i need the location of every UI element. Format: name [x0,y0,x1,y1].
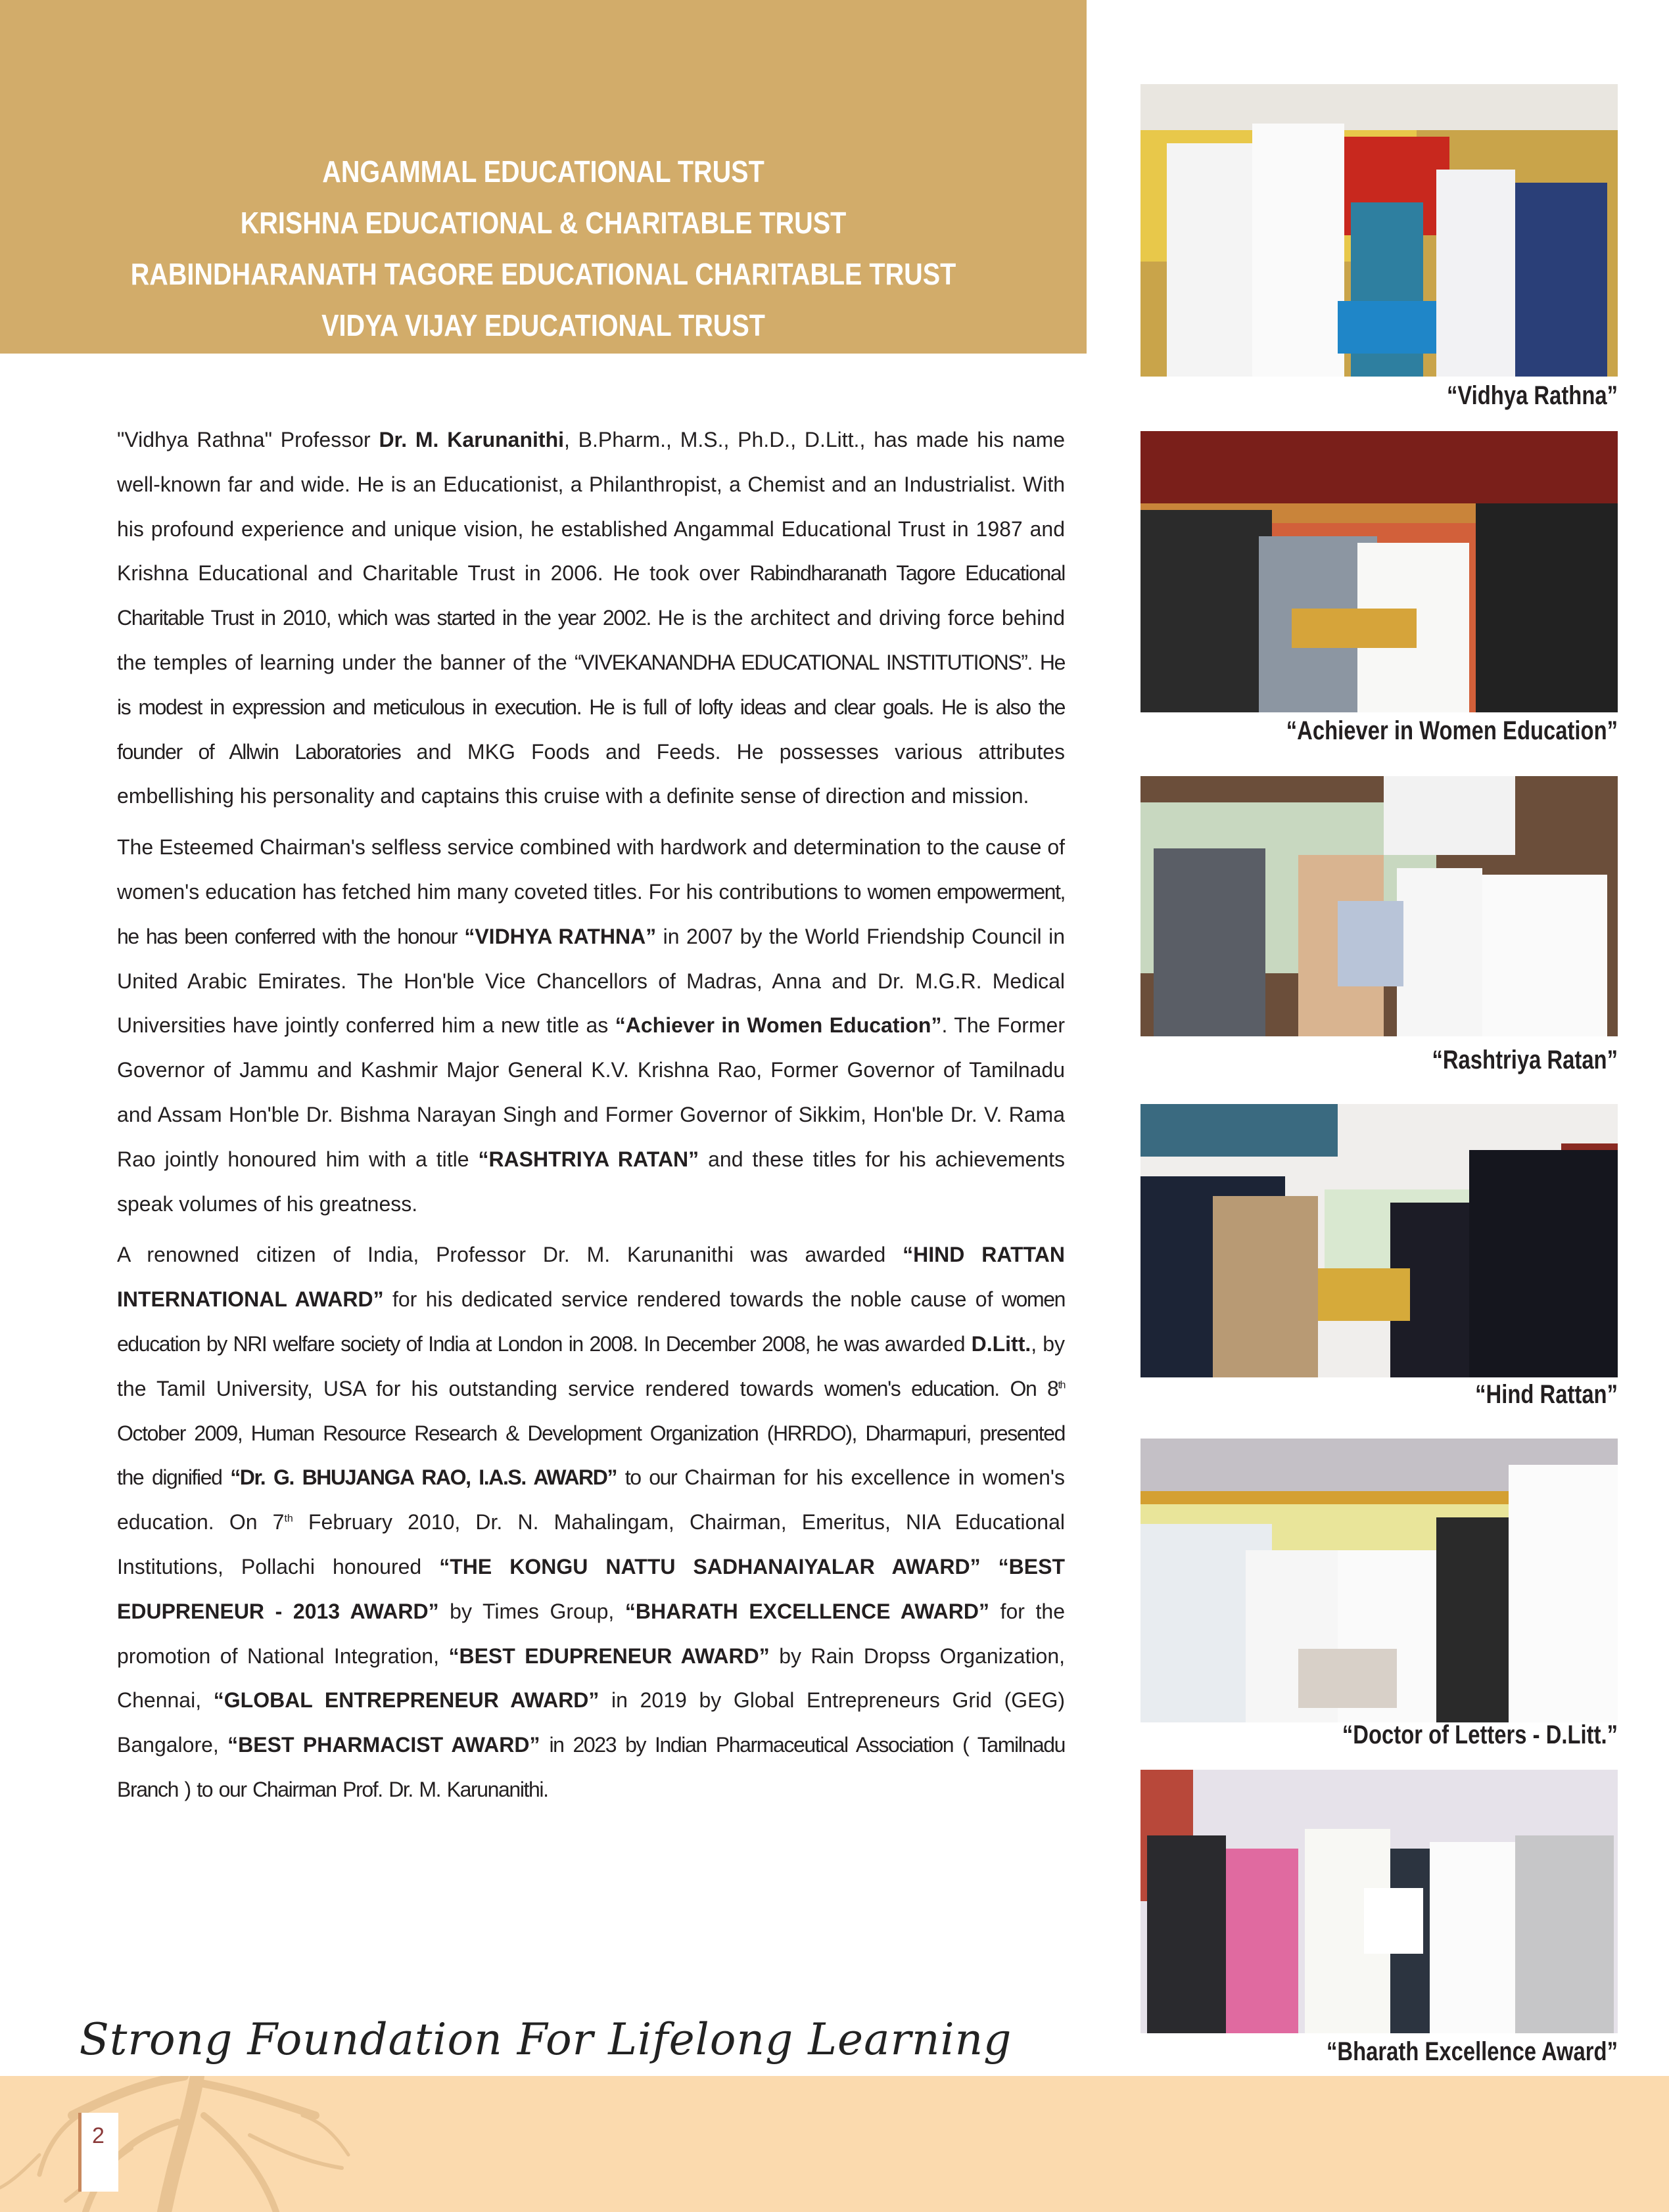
photo-bharath-excellence-award [1140,1770,1618,2033]
award-best-edupreneur: “BEST EDUPRENEUR AWARD” [448,1644,770,1668]
text-run: October 2009, Human Resource Research & Development Organization (HRRDO), Dharmapuri, presented the dignified [117,1421,1065,1490]
text-run: in 2023 by Indian Pharmaceutical Association ( Tamilnadu Branch ) to our Chairman Prof. Dr. M. Karunanithi. [117,1733,1066,1801]
photo-caption: “Hind Rattan” [1475,1380,1618,1409]
award-bhujanga-rao: “Dr. G. BHUJANGA RAO, I.A.S. AWARD” [230,1465,617,1490]
paragraph-titles [117,825,1065,1226]
award-hind-rattan: “HIND RATTAN INTERNATIONAL AWARD” [117,1243,1066,1312]
trust-names [76,146,1011,351]
page-number: 2 [92,2123,105,2148]
photo-caption: “Vidhya Rathna” [1446,381,1618,410]
award-rashtriya-ratan: “RASHTRIYA RATAN” [478,1147,699,1171]
header-banner [0,0,1087,354]
text-run: for the promotion of National Integration, [117,1599,1066,1668]
photo-caption: “Rashtriya Ratan” [1432,1046,1618,1074]
award-ceremony-photo-icon [1140,431,1618,712]
award-best-pharmacist: “BEST PHARMACIST AWARD” [227,1733,540,1757]
trust-name-2: KRISHNA EDUCATIONAL & CHARITABLE TRUST [240,206,847,240]
photo-hind-rattan [1140,1104,1618,1377]
ordinal-suffix: th [1058,1379,1065,1391]
text-run: . The Former Governor of Jammu and Kashmir Major General K.V. Krishna Rao, Former Governor of Tamilnadu and Assam Hon'ble Dr. Bishma Narayan Singh and Former Governor of Sikkim, Hon'ble Dr. V. Rama Rao jointly honoured him with a title [117,1013,1066,1171]
footer-band [0,2076,1669,2212]
photo-achiever-women-education [1140,431,1618,712]
photo-caption: “Bharath Excellence Award” [1327,2037,1618,2066]
award-ceremony-photo-icon [1140,1104,1618,1377]
award-achiever-women-education: “Achiever in Women Education” [615,1013,942,1038]
paragraph-awards [117,1233,1065,1812]
text-run: by Rain Dropss Organization, Chennai, [117,1644,1066,1713]
award-dlitt: D.Litt. [971,1331,1031,1356]
text-run: “VIVEKANANDHA EDUCATIONAL INSTITUTIONS”. He is modest in expression and meticulous in execution. He is full of lofty ideas and clear goals. He is also the founder of Allwin Laboratories [117,650,1065,764]
text-run: to our [617,1465,677,1490]
text-run: by Times Group, [438,1599,625,1623]
article-body [117,418,1065,1819]
text-run: Rabindharanath Tagore Educational Charitable Trust in 2010, which was started in the year 2002. [117,561,1065,630]
trust-name-1: ANGAMMAL EDUCATIONAL TRUST [322,154,764,189]
trust-name-4: VIDYA VIJAY EDUCATIONAL TRUST [321,308,765,342]
text-run: awarded [878,1331,972,1356]
text-run: A renowned citizen of India, Professor Dr. M. Karunanithi was awarded [117,1243,903,1267]
photo-caption: “Achiever in Women Education” [1286,716,1618,745]
text-run: for his dedicated service rendered towards the noble cause of [383,1287,1002,1312]
award-best-edupreneur-2013: “BEST EDUPRENEUR - 2013 AWARD” [117,1554,1065,1623]
text-run [981,1555,999,1578]
award-global-entrepreneur: “GLOBAL ENTREPRENEUR AWARD” [213,1688,599,1713]
award-kongu-nattu: “THE KONGU NATTU SADHANAIYALAR AWARD” [439,1554,981,1578]
award-ceremony-photo-icon [1140,84,1618,377]
photo-caption: “Doctor of Letters - D.Litt.” [1342,1720,1618,1749]
text-run: , B.Pharm., M.S., Ph.D., D.Litt., has made his name well-known far and wide. He is an Educationist, a Philanthropist, a Chemist and an Industrialist. With his profound experience and unique vision, he established Angammal Educational Trust in 1987 and Krishna Educational and Charitable Trust in 2006. He took over [117,428,1066,586]
text-run: The Esteemed Chairman's selfless service combined with hardwork and determination to the cause of women's education has fetched him many coveted titles. For his contributions to [117,835,1065,904]
tagline: Strong Foundation For Lifelong Learning [79,2014,1012,2065]
photo-vidhya-rathna [1140,84,1618,377]
text-run: women education by NRI welfare society of India at London in 2008. In December 2008, he was [117,1287,1066,1356]
text-run: in 2007 by the World Friendship Council in United Arabic Emirates. The Hon'ble Vice Chancellors of Madras, Anna and Dr. M.G.R. Medical Universities have jointly conferred him a new title as [117,924,1065,1038]
text-run: , by the Tamil University, USA for his outstanding service rendered towards [117,1331,1065,1400]
trust-name-3: RABINDHARANATH TAGORE EDUCATIONAL CHARITABLE TRUST [130,257,956,291]
text-run: Chairman for his excellence in women's education. On 7 [117,1465,1066,1534]
ordinal-suffix: th [284,1513,293,1525]
chairman-name: Dr. M. Karunanithi [379,428,565,451]
award-vidhya-rathna: “VIDHYA RATHNA” [464,924,657,948]
text-run: and MKG Foods and Feeds. He possesses various attributes embellishing his personality and captains this cruise with a definite sense of direction and mission. [117,739,1065,808]
paragraph-intro [117,418,1065,819]
award-bharath-excellence: “BHARATH EXCELLENCE AWARD” [624,1599,989,1623]
photo-doctor-of-letters [1140,1439,1618,1722]
text-run: "Vidhya Rathna" Professor [117,428,379,451]
page-number-tab [78,2113,118,2192]
text-run: February 2010, Dr. N. Mahalingam, Chairman, Emeritus, NIA Educational Institutions, Pollachi honoured [117,1510,1065,1578]
text-run: He is the architect and driving force behind the temples of learning under the banner of the [117,606,1065,674]
text-run: women empowerment, he has been conferred with the honour [117,879,1066,948]
text-run: women's education. On 8 [824,1376,1058,1400]
award-ceremony-photo-icon [1140,776,1618,1036]
award-ceremony-photo-icon [1140,1770,1618,2033]
text-run: in 2019 by Global Entrepreneurs Grid (GEG) Bangalore, [117,1688,1066,1757]
text-run: and these titles for his achievements speak volumes of his greatness. [117,1147,1066,1216]
award-ceremony-photo-icon [1140,1439,1618,1722]
photo-rashtriya-ratan [1140,776,1618,1036]
roots-decoration-icon [0,2076,394,2212]
